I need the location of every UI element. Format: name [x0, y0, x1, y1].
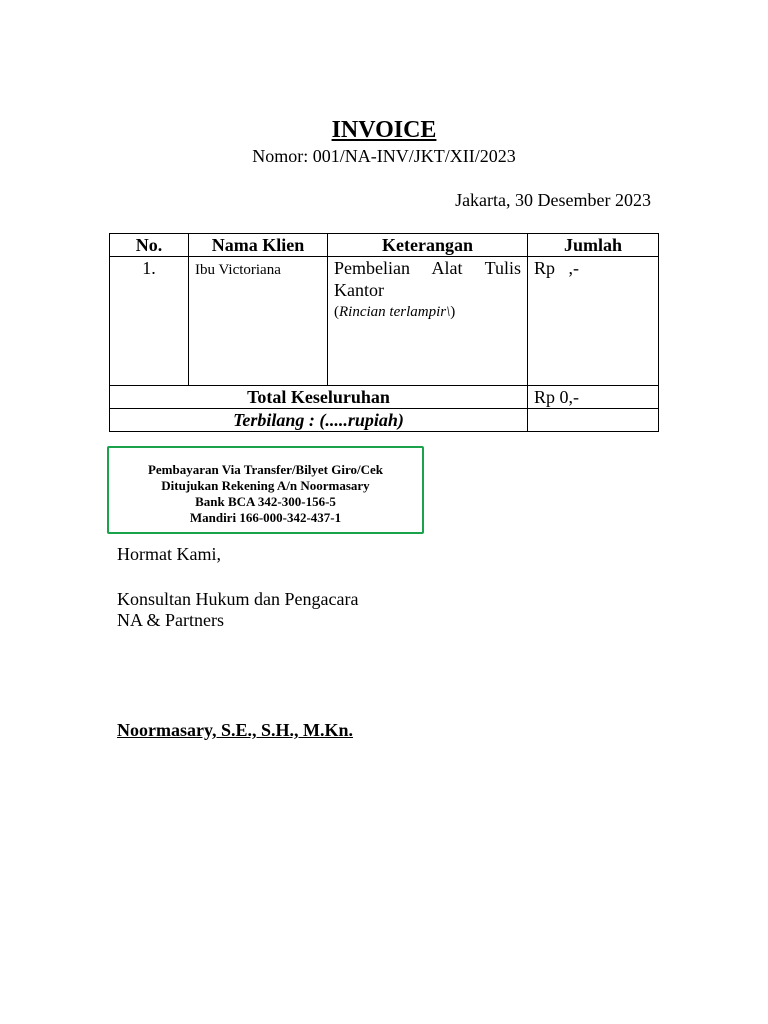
header-client-name: Nama Klien: [189, 234, 328, 257]
invoice-number: Nomor: 001/NA-INV/JKT/XII/2023: [252, 146, 516, 166]
row-description: [328, 257, 528, 386]
signer-name: Noormasary, S.E., S.H., M.Kn.: [117, 720, 354, 740]
payment-line-method: Pembayaran Via Transfer/Bilyet Giro/Cek: [147, 462, 384, 477]
payment-info-box: [107, 446, 424, 534]
row-amount: Rp ,-: [528, 257, 659, 386]
header-amount: Jumlah: [528, 234, 659, 257]
total-row: [110, 386, 659, 409]
table-row: [110, 257, 659, 386]
row-client: [189, 257, 328, 386]
total-label: Total Keseluruhan: [110, 386, 528, 409]
header-description: Keterangan: [328, 234, 528, 257]
closing-greeting: Hormat Kami,: [117, 544, 221, 564]
note-open-paren: (: [334, 304, 339, 320]
row-no: 1.: [110, 257, 189, 386]
total-amount: Rp 0,-: [528, 386, 659, 409]
description-line1: Pembelian Alat Tulis: [334, 258, 521, 278]
table-header-row: [110, 234, 659, 257]
note-text: Rincian terlampir\: [339, 304, 451, 320]
description-note: [334, 301, 521, 323]
payment-line-account-holder: Ditujukan Rekening A/n Noormasary: [161, 478, 370, 493]
invoice-title: INVOICE: [331, 117, 437, 143]
firm-description: Konsultan Hukum dan Pengacara: [117, 589, 359, 609]
spelled-out-empty-cell: [528, 409, 659, 432]
payment-line-bca: Bank BCA 342-300-156-5: [195, 494, 336, 509]
spelled-out-row: [110, 409, 659, 432]
place-date: Jakarta, 30 Desember 2023: [455, 190, 651, 210]
invoice-table: [109, 233, 659, 432]
description-line2: Kantor: [334, 280, 384, 300]
client-name: Ibu Victoriana: [195, 262, 281, 278]
payment-line-mandiri: Mandiri 166-000-342-437-1: [189, 510, 342, 525]
note-close-paren: ): [450, 304, 456, 320]
spelled-out-amount: Terbilang : (.....rupiah): [110, 409, 528, 432]
header-no: No.: [110, 234, 189, 257]
firm-name: NA & Partners: [117, 610, 224, 630]
